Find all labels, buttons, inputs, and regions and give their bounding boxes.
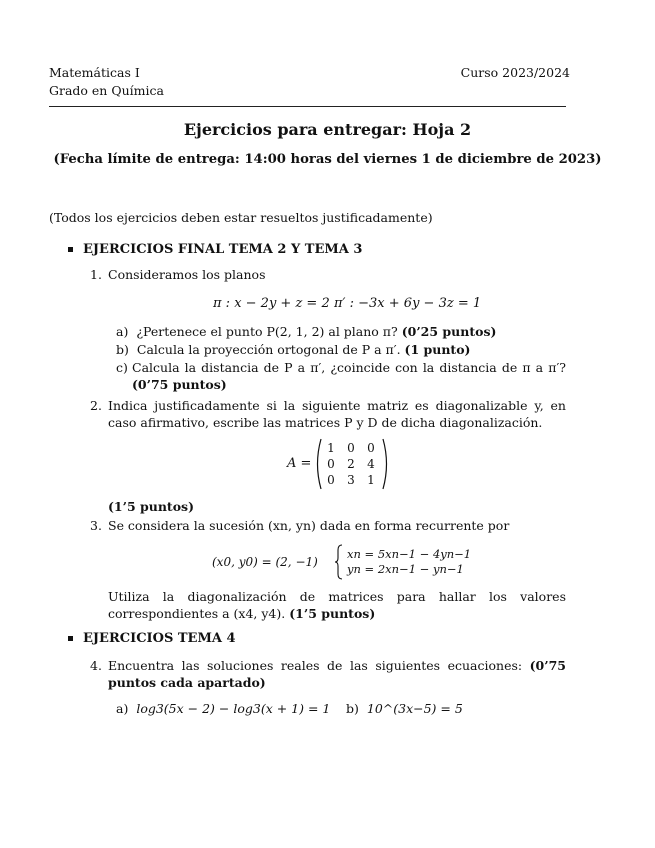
part-points: (0’25 puntos): [401, 324, 497, 339]
recurrence-system: [347, 547, 471, 577]
exercise-2: [90, 398, 566, 431]
section-title-1: EJERCICIOS FINAL TEMA 2 Y TEMA 3: [83, 242, 363, 257]
right-paren-icon: [381, 438, 391, 490]
header-rule: [49, 106, 566, 107]
part-equation: 10^(3x−5) = 5: [366, 701, 463, 716]
recurrence-eq-1: xn = 5xn−1 − 4yn−1: [347, 547, 472, 561]
matrix-cell: 4: [367, 457, 375, 471]
matrix-grid: [321, 440, 381, 488]
exercise-text: Indica justificadamente si la siguiente matriz es diagonalizable y, en caso afirmativo, escribe las matrices P y D de dicha diagonalización.: [108, 398, 566, 430]
matrix-cell: 3: [347, 473, 355, 487]
part-label: c): [116, 360, 128, 375]
exercise-number: 3.: [90, 518, 102, 533]
exercise-text: Consideramos los planos: [108, 267, 266, 282]
part-label: a): [116, 701, 129, 716]
matrix-cell: 0: [327, 473, 335, 487]
course-year: Curso 2023/2024: [460, 65, 570, 80]
matrix-cell: 1: [367, 473, 375, 487]
part-text: ¿Pertenece el punto P(2, 1, 2) al plano π?: [136, 324, 398, 339]
matrix-label: A =: [287, 456, 312, 471]
part-label: b): [346, 701, 359, 716]
exercise-3-follow: [108, 589, 566, 622]
bullet-icon: [68, 636, 73, 641]
exercise-4b: [346, 701, 463, 718]
part-text: Calcula la proyección ortogonal de P a π′.: [136, 342, 401, 357]
degree-name: Grado en Química: [49, 83, 164, 98]
exercise-text: Encuentra las soluciones reales de las siguientes ecuaciones:: [108, 658, 523, 673]
recurrence-eq-2: yn = 2xn−1 − yn−1: [347, 562, 464, 576]
matrix-cell: 2: [347, 457, 355, 471]
matrix-cell: 0: [367, 441, 375, 455]
exercise-1b: [116, 342, 566, 359]
matrix-cell: 1: [327, 441, 335, 455]
exercise-text: Utiliza la diagonalización de matrices para hallar los valores correspondientes a (x4, y4).: [108, 589, 566, 621]
section-heading-1: [68, 242, 362, 257]
exercise-text: Se considera la sucesión (xn, yn) dada en forma recurrente por: [108, 518, 510, 533]
left-brace-icon: [334, 544, 344, 580]
exercise-number: 1.: [90, 267, 102, 282]
deadline: (Fecha límite de entrega: 14:00 horas del viernes 1 de diciembre de 2023): [53, 152, 602, 167]
plane-equation-1: π : x − 2y + z = 2: [213, 296, 330, 311]
exercise-1c: [116, 360, 566, 393]
part-label: b): [116, 342, 129, 357]
initial-condition: (x0, y0) = (2, −1): [212, 555, 318, 569]
exercise-2-points: (1’5 puntos): [108, 499, 194, 514]
instructions-note: (Todos los ejercicios deben estar resueltos justificadamente): [49, 210, 433, 225]
part-equation: log3(5x − 2) − log3(x + 1) = 1: [136, 701, 331, 716]
exercise-3: [90, 518, 566, 535]
course-name: Matemáticas I: [49, 65, 140, 80]
part-label: a): [116, 324, 129, 339]
section-heading-2: [68, 631, 236, 646]
page-title: Ejercicios para entregar: Hoja 2: [183, 120, 472, 139]
exercise-4: [90, 658, 566, 691]
exercise-points: (0’75 puntos cada apartado): [108, 658, 566, 690]
header-left: [49, 64, 164, 100]
plane-equation-2: π′ : −3x + 6y − 3z = 1: [334, 296, 482, 311]
bullet-icon: [68, 247, 73, 252]
section-title-2: EJERCICIOS TEMA 4: [83, 631, 236, 646]
matrix-cell: 0: [327, 457, 335, 471]
exercise-points: (1’5 puntos): [289, 605, 376, 621]
part-points: (0’75 puntos): [132, 376, 227, 392]
part-points: (1 punto): [404, 342, 471, 357]
matrix-cell: 0: [347, 441, 355, 455]
exercise-number: 4.: [90, 658, 102, 673]
exercise-number: 2.: [90, 398, 102, 413]
exercise-4a: [116, 701, 330, 718]
exercise-1a: [116, 324, 566, 341]
part-text: Calcula la distancia de P a π′, ¿coincide con la distancia de π a π′?: [132, 360, 566, 375]
